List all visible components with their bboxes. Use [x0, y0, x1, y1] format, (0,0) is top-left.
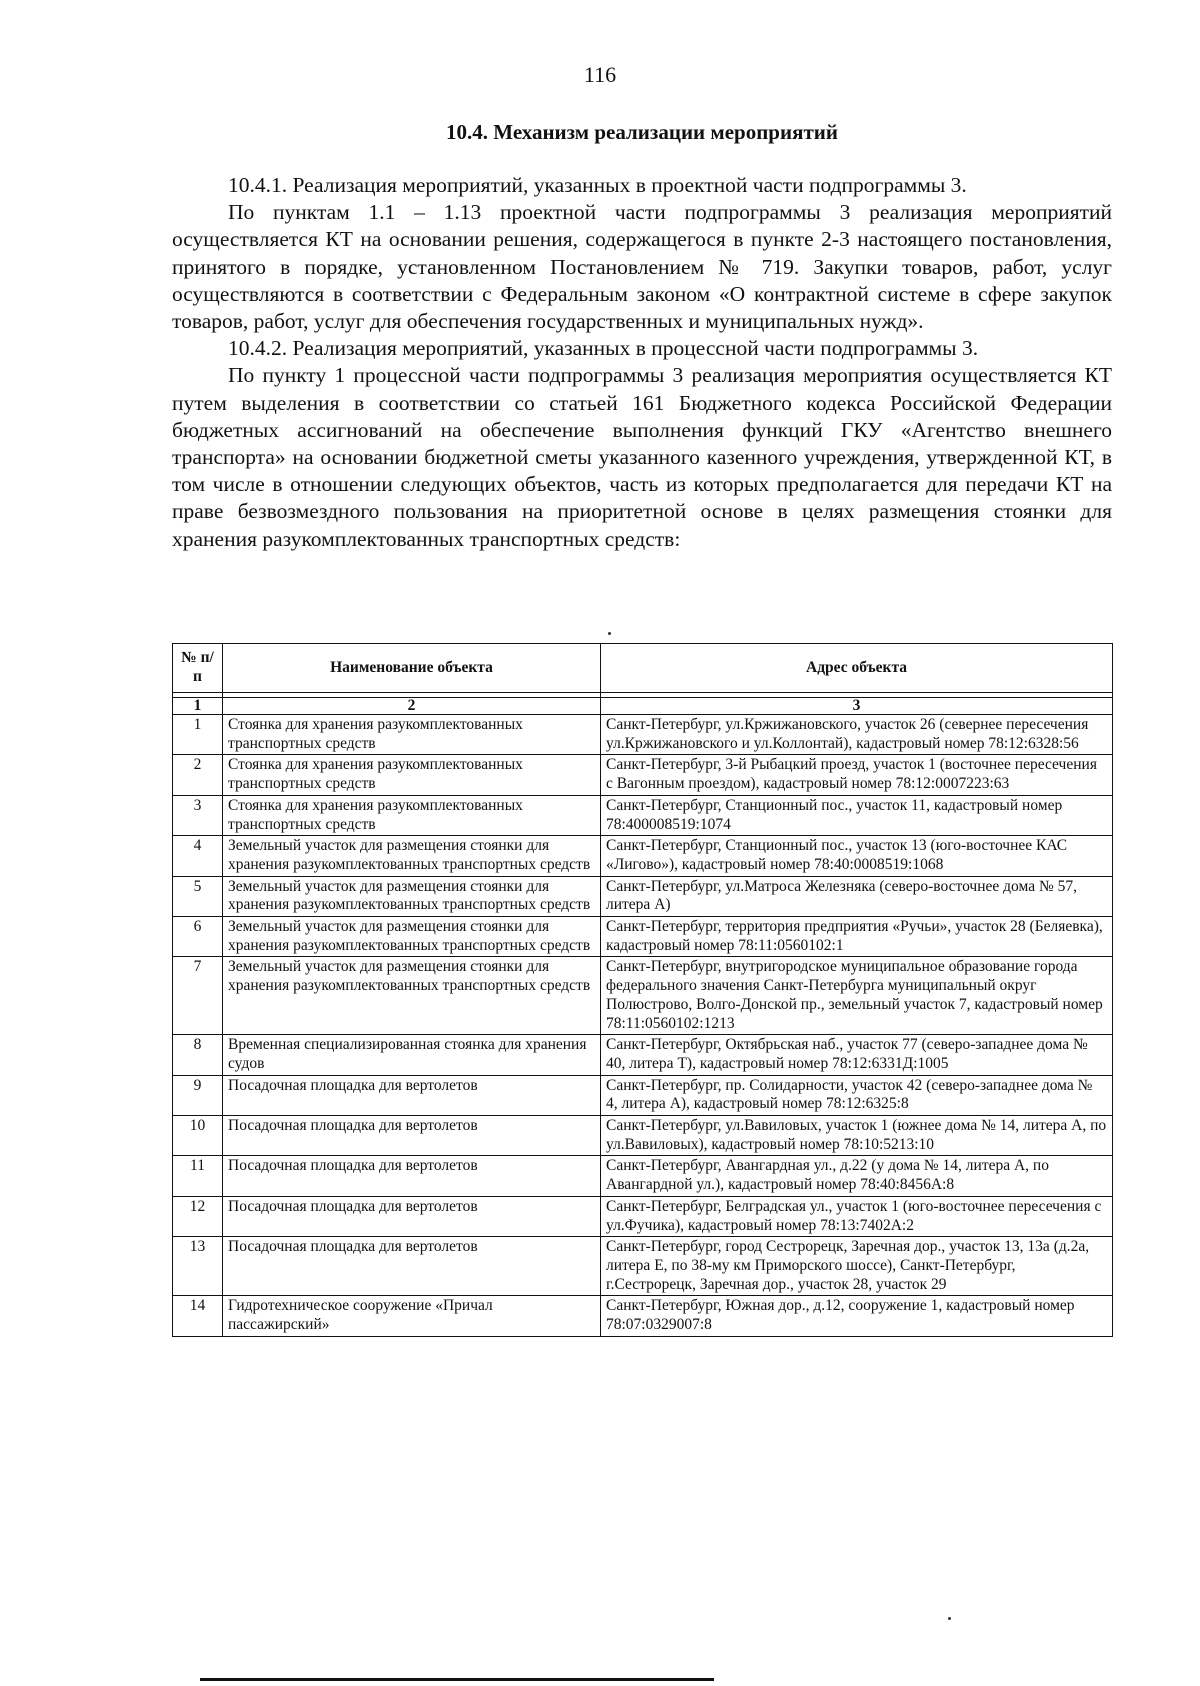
cell-number: 1: [173, 715, 223, 755]
table-row: [173, 715, 1113, 755]
cell-number: 7: [173, 957, 223, 1035]
cell-object-name: Посадочная площадка для вертолетов: [223, 1156, 601, 1196]
header-name: Наименование объекта: [223, 644, 601, 693]
cell-number: 8: [173, 1035, 223, 1075]
table-row: [173, 1116, 1113, 1156]
cell-object-address: Санкт-Петербург, внутригородское муниципальное образование города федерального значения Санкт-Петербурга муниципальный округ Полюстрово, Волго-Донской пр., земельный участок 7, кадастровый номер 78:11:0560102:1213: [601, 957, 1113, 1035]
table-row: [173, 836, 1113, 876]
cell-object-name: Земельный участок для размещения стоянки для хранения разукомплектованных транспортных средств: [223, 836, 601, 876]
column-number: 3: [601, 698, 1113, 715]
body-text: [172, 172, 1112, 553]
cell-number: 13: [173, 1237, 223, 1296]
cell-object-address: Санкт-Петербург, Станционный пос., участок 11, кадастровый номер 78:400008519:1074: [601, 795, 1113, 835]
header-address: Адрес объекта: [601, 644, 1113, 693]
cell-object-address: Санкт-Петербург, 3-й Рыбацкий проезд, участок 1 (восточнее пересечения с Вагонным проездом), кадастровый номер 78:12:0007223:63: [601, 755, 1113, 795]
cell-number: 11: [173, 1156, 223, 1196]
cell-object-name: Земельный участок для размещения стоянки для хранения разукомплектованных транспортных средств: [223, 957, 601, 1035]
header-number: № п/п: [173, 644, 223, 693]
table-row: [173, 755, 1113, 795]
table-row: [173, 1196, 1113, 1236]
column-number: 1: [173, 698, 223, 715]
cell-object-name: Стоянка для хранения разукомплектованных транспортных средств: [223, 755, 601, 795]
cell-number: 2: [173, 755, 223, 795]
page-number: 116: [583, 62, 617, 87]
cell-object-address: Санкт-Петербург, город Сестрорецк, Заречная дор., участок 13, 13а (д.2а, литера Е, по 38-му км Приморского шоссе), Санкт-Петербург, г.Сестрорецк, Заречная дор., участок 28, участок 29: [601, 1237, 1113, 1296]
paragraph-2: По пунктам 1.1 – 1.13 проектной части подпрограммы 3 реализация мероприятий осуществляется КТ на основании решения, содержащегося в пункте 2-3 настоящего постановления, принятого в порядке, установленном Постановлением № 719. Закупки товаров, работ, услуг осуществляются в соответствии с Федеральным законом «О контрактной системе в сфере закупок товаров, работ, услуг для обеспечения государственных и муниципальных нужд».: [172, 200, 1112, 334]
table-row: [173, 1156, 1113, 1196]
cell-object-address: Санкт-Петербург, ул.Матроса Железняка (северо-восточнее дома № 57, литера А): [601, 876, 1113, 916]
cell-object-name: Стоянка для хранения разукомплектованных транспортных средств: [223, 715, 601, 755]
objects-table: [172, 643, 1113, 1337]
cell-number: 14: [173, 1296, 223, 1336]
cell-object-name: Земельный участок для размещения стоянки для хранения разукомплектованных транспортных средств: [223, 917, 601, 957]
cell-object-name: Гидротехническое сооружение «Причал пассажирский»: [223, 1296, 601, 1336]
cell-number: 4: [173, 836, 223, 876]
cell-number: 5: [173, 876, 223, 916]
cell-number: 12: [173, 1196, 223, 1236]
table-row: [173, 1296, 1113, 1336]
scan-speck: [608, 632, 611, 635]
cell-object-name: Стоянка для хранения разукомплектованных транспортных средств: [223, 795, 601, 835]
cell-object-address: Санкт-Петербург, Южная дор., д.12, сооружение 1, кадастровый номер 78:07:0329007:8: [601, 1296, 1113, 1336]
cell-object-name: Посадочная площадка для вертолетов: [223, 1116, 601, 1156]
cell-object-address: Санкт-Петербург, Авангардная ул., д.22 (у дома № 14, литера А, по Авангардной ул.), кадастровый номер 78:40:8456А:8: [601, 1156, 1113, 1196]
paragraph-1: 10.4.1. Реализация мероприятий, указанных в проектной части подпрограммы 3.: [228, 173, 967, 197]
cell-object-address: Санкт-Петербург, Октябрьская наб., участок 77 (северо-западнее дома № 40, литера Т), кадастровый номер 78:12:6331Д:1005: [601, 1035, 1113, 1075]
column-number-row: [173, 698, 1113, 715]
cell-number: 6: [173, 917, 223, 957]
cell-number: 9: [173, 1075, 223, 1115]
cell-object-address: Санкт-Петербург, ул.Кржижановского, участок 26 (севернее пересечения ул.Кржижановского и ул.Коллонтай), кадастровый номер 78:12:6328:56: [601, 715, 1113, 755]
cell-object-name: Посадочная площадка для вертолетов: [223, 1196, 601, 1236]
table-row: [173, 795, 1113, 835]
section-title: 10.4. Механизм реализации мероприятий: [446, 120, 838, 144]
table-row: [173, 876, 1113, 916]
cell-object-address: Санкт-Петербург, Станционный пос., участок 13 (юго-восточнее КАС «Лигово»), кадастровый номер 78:40:0008519:1068: [601, 836, 1113, 876]
cell-object-name: Земельный участок для размещения стоянки для хранения разукомплектованных транспортных средств: [223, 876, 601, 916]
cell-object-address: Санкт-Петербург, территория предприятия «Ручьи», участок 28 (Беляевка), кадастровый номер 78:11:0560102:1: [601, 917, 1113, 957]
scan-speck: [948, 1617, 951, 1620]
table-row: [173, 1035, 1113, 1075]
table-row: [173, 917, 1113, 957]
table-row: [173, 1075, 1113, 1115]
cell-object-name: Посадочная площадка для вертолетов: [223, 1237, 601, 1296]
cell-number: 3: [173, 795, 223, 835]
table-row: [173, 957, 1113, 1035]
cell-object-name: Посадочная площадка для вертолетов: [223, 1075, 601, 1115]
cell-object-address: Санкт-Петербург, ул.Вавиловых, участок 1 (южнее дома № 14, литера А, по ул.Вавиловых), кадастровый номер 78:10:5213:10: [601, 1116, 1113, 1156]
cell-number: 10: [173, 1116, 223, 1156]
cell-object-name: Временная специализированная стоянка для хранения судов: [223, 1035, 601, 1075]
cell-object-address: Санкт-Петербург, пр. Солидарности, участок 42 (северо-западнее дома № 4, литера А), кадастровый номер 78:12:6325:8: [601, 1075, 1113, 1115]
table-row: [173, 1237, 1113, 1296]
cell-object-address: Санкт-Петербург, Белградская ул., участок 1 (юго-восточнее пересечения с ул.Фучика), кадастровый номер 78:13:7402А:2: [601, 1196, 1113, 1236]
table-header-row: [173, 644, 1113, 693]
paragraph-3: 10.4.2. Реализация мероприятий, указанных в процессной части подпрограммы 3.: [228, 336, 979, 361]
paragraph-4: По пункту 1 процессной части подпрограммы 3 реализация мероприятия осуществляется КТ путем выделения в соответствии со статьей 161 Бюджетного кодекса Российской Федерации бюджетных ассигнований на обеспечение выполнения функций ГКУ «Агентство внешнего транспорта» на основании бюджетной сметы указанного казенного учреждения, утвержденной КТ, в том числе в отношении следующих объектов, часть из которых предполагается для передачи КТ на праве безвозмездного пользования на приоритетной основе в целях размещения стоянки для хранения разукомплектованных транспортных средств:: [172, 363, 1112, 551]
column-number: 2: [223, 698, 601, 715]
footer-rule: [200, 1678, 714, 1681]
